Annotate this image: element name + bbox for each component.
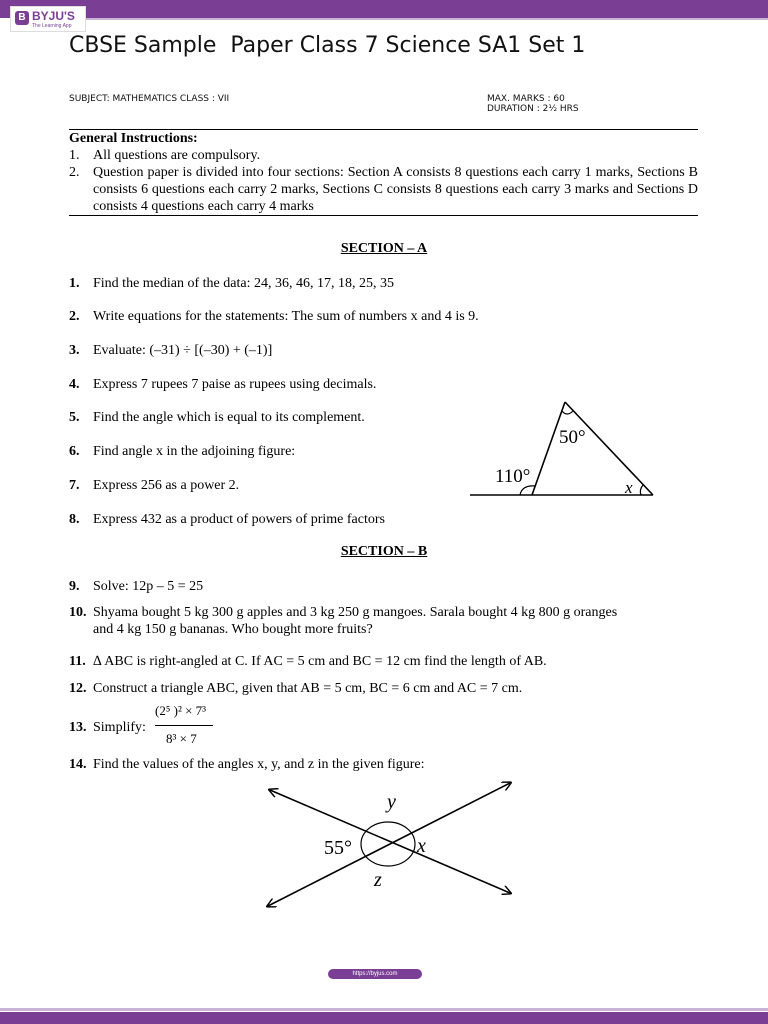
instruction-number: 2.: [69, 165, 80, 180]
question-9: [69, 578, 203, 595]
instruction-item: [69, 147, 698, 164]
fraction-bar: [155, 725, 213, 726]
question-12: [69, 680, 522, 697]
instructions-heading: General Instructions:: [69, 131, 198, 146]
angle-label-x: x: [417, 835, 426, 857]
question-number: 10.: [69, 605, 87, 620]
x-angle-arc: [640, 485, 643, 495]
question-7: [69, 477, 239, 494]
question-8: [69, 511, 385, 528]
question-text: Simplify:: [93, 720, 146, 735]
top-brand-bar: [0, 0, 768, 18]
instruction-item: [69, 164, 698, 215]
question-text: ∆ ABC is right-angled at C. If AC = 5 cm and BC = 12 cm find the length of AB.: [93, 654, 547, 669]
angle-label-55: 55°: [324, 837, 352, 859]
byjus-logo: [10, 6, 86, 32]
question-number: 9.: [69, 579, 80, 594]
question-number: 2.: [69, 309, 80, 324]
question-number: 6.: [69, 444, 80, 459]
question-text: Shyama bought 5 kg 300 g apples and 3 kg 250 g mangoes. Sarala bought 4 kg 800 g oranges and 4 kg 150 g bananas. Who bought more fruits?: [93, 605, 618, 637]
question-text: Evaluate: (–31) ÷ [(–30) + (–1)]: [93, 343, 273, 358]
instruction-number: 1.: [69, 148, 80, 163]
bottom-brand-bar: [0, 1012, 768, 1024]
question-text: Express 7 rupees 7 paise as rupees using decimals.: [93, 377, 377, 392]
question-3: [69, 342, 272, 359]
question-13: [69, 719, 146, 736]
question-4: [69, 376, 376, 393]
section-b-heading: SECTION – B: [340, 544, 428, 559]
page-title: CBSE Sample Paper Class 7 Science SA1 Set 1: [69, 33, 586, 58]
question-number: 7.: [69, 478, 80, 493]
question-14: [69, 756, 425, 773]
instructions-bottom-rule: [69, 215, 698, 216]
angle-label-x: x: [625, 478, 633, 497]
question-number: 4.: [69, 377, 80, 392]
intersecting-lines-figure: [262, 778, 522, 913]
triangle-right-side: [565, 402, 653, 495]
max-marks: MAX. MARKS : 60: [487, 94, 565, 104]
instruction-text: All questions are compulsory.: [93, 148, 261, 163]
question-text: Find angle x in the adjoining figure:: [93, 444, 296, 459]
question-6: [69, 443, 295, 460]
instructions-list: [69, 147, 698, 215]
question-text: Express 432 as a product of powers of prime factors: [93, 512, 385, 527]
question-5: [69, 409, 365, 426]
fraction-denominator: 8³ × 7: [166, 731, 197, 746]
question-10: [69, 604, 629, 638]
section-a-heading: SECTION – A: [340, 241, 428, 256]
question-text: Find the angle which is equal to its complement.: [93, 410, 365, 425]
top-brand-stripe: [86, 18, 768, 20]
bottom-brand-stripe: [0, 1008, 768, 1011]
triangle-left-side: [532, 402, 565, 495]
question-number: 5.: [69, 410, 80, 425]
instruction-text: Question paper is divided into four sections: Section A consists 8 questions each carry 1 marks, Sections B consists 6 questions each carry 2 marks, Sections C consists 8 questions each carry 3 marks and Sections D consists 4 questions each carry 4 marks: [93, 165, 698, 214]
subject-line: SUBJECT: MATHEMATICS CLASS : VII: [69, 94, 230, 104]
logo-name: BYJU'S: [32, 9, 75, 23]
logo-mark: B: [15, 11, 29, 25]
question-number: 8.: [69, 512, 80, 527]
angle-label-z: z: [374, 869, 382, 891]
question-number: 3.: [69, 343, 80, 358]
angle-label-y: y: [387, 791, 396, 813]
question-text: Construct a triangle ABC, given that AB = 5 cm, BC = 6 cm and AC = 7 cm.: [93, 681, 523, 696]
question-2: [69, 308, 479, 325]
fraction-numerator: (2⁵ )² × 7³: [155, 703, 207, 718]
question-text: Find the values of the angles x, y, and z in the given figure:: [93, 757, 425, 772]
question-11: [69, 653, 547, 670]
angle-label-110: 110°: [495, 466, 531, 487]
question-text: Write equations for the statements: The sum of numbers x and 4 is 9.: [93, 309, 479, 324]
question-number: 13.: [69, 720, 87, 735]
question-number: 11.: [69, 654, 86, 669]
footer-url-link[interactable]: https://byjus.com: [328, 969, 422, 979]
instructions-top-rule: [69, 129, 698, 130]
logo-tagline: The Learning App: [32, 23, 72, 29]
duration: DURATION : 2½ HRS: [487, 104, 579, 114]
top-angle-arc: [562, 411, 573, 414]
question-text: Solve: 12p – 5 = 25: [93, 579, 204, 594]
question-number: 12.: [69, 681, 87, 696]
question-number: 1.: [69, 276, 80, 291]
triangle-figure: [465, 395, 665, 505]
question-text: Find the median of the data: 24, 36, 46, 17, 18, 25, 35: [93, 276, 394, 291]
angle-label-50: 50°: [559, 427, 586, 448]
question-1: [69, 275, 394, 292]
angle-arcs: [361, 822, 415, 866]
question-text: Express 256 as a power 2.: [93, 478, 240, 493]
question-number: 14.: [69, 757, 87, 772]
